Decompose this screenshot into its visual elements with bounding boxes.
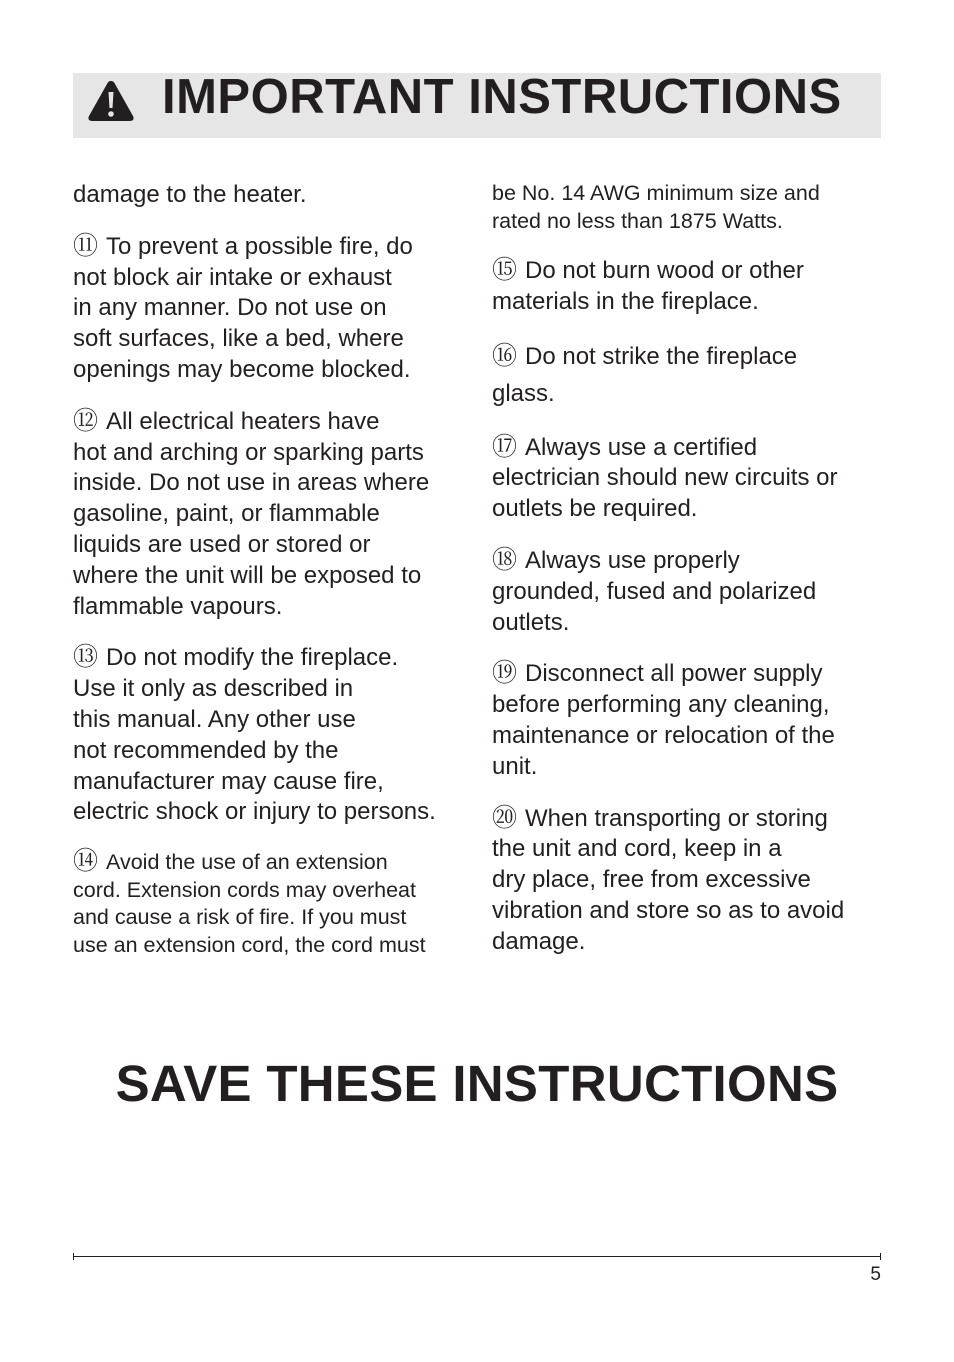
page-title: IMPORTANT INSTRUCTIONS bbox=[162, 70, 842, 124]
item-number: ⑯ bbox=[492, 341, 518, 370]
instruction-16 bbox=[492, 338, 882, 412]
text-line: Avoid the use of an extension bbox=[106, 850, 388, 875]
item-number: ⑫ bbox=[73, 406, 99, 435]
text-line: grounded, fused and polarized bbox=[492, 577, 817, 605]
text-line: in any manner. Do not use on bbox=[73, 294, 387, 322]
instruction-18 bbox=[492, 545, 882, 638]
instruction-14 bbox=[73, 848, 473, 959]
text-line: gasoline, paint, or flammable bbox=[73, 500, 380, 528]
item-number: ⑭ bbox=[73, 847, 99, 876]
text-line: this manual. Any other use bbox=[73, 705, 356, 733]
text-line: Use it only as described in bbox=[73, 675, 354, 703]
text-line: When transporting or storing bbox=[525, 804, 828, 832]
rule-tick-right bbox=[880, 1253, 881, 1260]
text-line: unit. bbox=[492, 752, 538, 780]
text-line: manufacturer may cause fire, bbox=[73, 767, 384, 795]
rule-tick-left bbox=[73, 1253, 74, 1260]
instruction-17 bbox=[492, 432, 882, 525]
instruction-12 bbox=[73, 406, 473, 623]
warning-triangle-icon bbox=[87, 79, 135, 123]
text-line: To prevent a possible fire, do bbox=[106, 232, 413, 260]
save-instructions-heading: SAVE THESE INSTRUCTIONS bbox=[115, 1055, 839, 1112]
text-line: openings may become blocked. bbox=[73, 355, 411, 383]
text-line: All electrical heaters have bbox=[106, 407, 380, 435]
item-number: ⑰ bbox=[492, 432, 518, 461]
text-line: where the unit will be exposed to bbox=[73, 561, 422, 589]
text-line: Disconnect all power supply bbox=[525, 660, 823, 688]
text-line: Do not burn wood or other bbox=[525, 257, 804, 284]
text-line: Do not modify the fireplace. bbox=[106, 644, 399, 672]
footer-rule bbox=[73, 1256, 881, 1257]
item-number: ⑮ bbox=[492, 256, 518, 284]
instruction-15 bbox=[492, 255, 882, 318]
text-line: the unit and cord, keep in a bbox=[492, 835, 782, 863]
text-line: dry place, free from excessive bbox=[492, 866, 811, 894]
text-line: maintenance or relocation of the bbox=[492, 721, 835, 749]
text-line: glass. bbox=[492, 379, 555, 407]
item-number: ⑲ bbox=[492, 659, 518, 688]
text-line: flammable vapours. bbox=[73, 592, 283, 620]
text-line: not block air intake or exhaust bbox=[73, 263, 392, 291]
instruction-13 bbox=[73, 642, 473, 828]
text-line: outlets be required. bbox=[492, 495, 698, 523]
text-line: and cause a risk of fire. If you must bbox=[73, 905, 407, 930]
text-line: rated no less than 1875 Watts. bbox=[492, 208, 783, 233]
item-number: ⑪ bbox=[73, 231, 99, 260]
text-line: outlets. bbox=[492, 608, 570, 636]
text-line: electric shock or injury to persons. bbox=[73, 798, 436, 826]
text-line: vibration and store so as to avoid bbox=[492, 896, 845, 924]
text-line: electrician should new circuits or bbox=[492, 464, 838, 492]
instruction-19 bbox=[492, 658, 882, 782]
item-number: ⑬ bbox=[73, 643, 99, 672]
continuation-text bbox=[73, 180, 473, 211]
text-line: before performing any cleaning, bbox=[492, 691, 830, 719]
text-line: Do not strike the fireplace bbox=[525, 342, 798, 370]
header-band bbox=[73, 70, 881, 138]
continuation-text bbox=[492, 180, 882, 235]
text-line: cord. Extension cords may overheat bbox=[73, 877, 416, 902]
instruction-11 bbox=[73, 231, 473, 386]
text-line: Always use a certified bbox=[525, 433, 758, 461]
text-line: not recommended by the bbox=[73, 736, 339, 764]
instruction-20 bbox=[492, 803, 882, 958]
left-column bbox=[73, 180, 473, 979]
text-line: hot and arching or sparking parts bbox=[73, 438, 424, 466]
text-line: liquids are used or stored or bbox=[73, 530, 371, 558]
text-line: materials in the fireplace. bbox=[492, 287, 759, 315]
text-line: inside. Do not use in areas where bbox=[73, 469, 430, 497]
item-number: ⑱ bbox=[492, 545, 518, 574]
item-number: ⑳ bbox=[492, 803, 518, 832]
page-number: 5 bbox=[870, 1264, 881, 1285]
text-line: damage. bbox=[492, 927, 586, 955]
text-line: soft surfaces, like a bed, where bbox=[73, 325, 404, 353]
right-column bbox=[492, 180, 882, 978]
text-line: be No. 14 AWG minimum size and bbox=[492, 181, 820, 205]
text-line: use an extension cord, the cord must bbox=[73, 932, 426, 957]
text-line: Always use properly bbox=[525, 546, 740, 574]
text-line: damage to the heater. bbox=[73, 181, 307, 208]
